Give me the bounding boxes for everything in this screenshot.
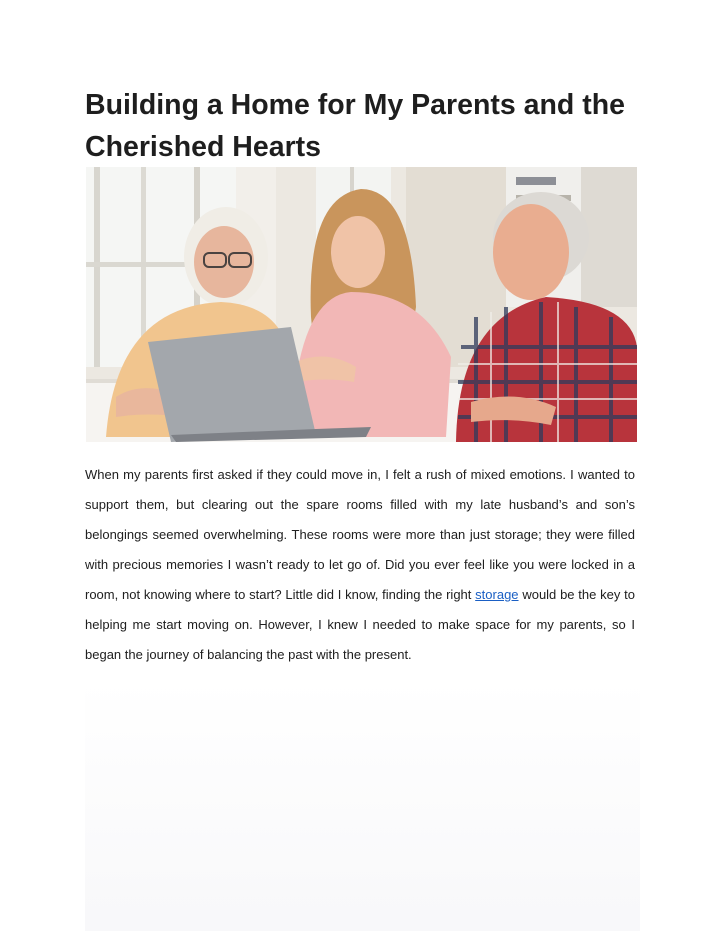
- paragraph-text-start: When my parents first asked if they could move in, I felt a rush of mixed emotions. I wanted to support them, but clearing out the spare rooms filled with my late husband’s and son’s belongings seemed overwhelming. These rooms were more than just storage; they were filled with precious memories I wasn’t ready to let go of. Did you ever feel like you were locked in a room, not knowing where to start? Little did I know, finding the right: [85, 467, 635, 602]
- storage-link[interactable]: storage: [475, 587, 519, 602]
- document-title: Building a Home for My Parents and the Cherished Hearts: [85, 89, 625, 163]
- hero-photo: [86, 167, 637, 442]
- body-paragraph: [85, 460, 635, 670]
- page-shadow: [85, 680, 640, 931]
- paragraph-text-end: would be the key to helping me start moving on. However, I knew I needed to make space for my parents, so I began the journey of balancing the past with the present.: [85, 587, 635, 662]
